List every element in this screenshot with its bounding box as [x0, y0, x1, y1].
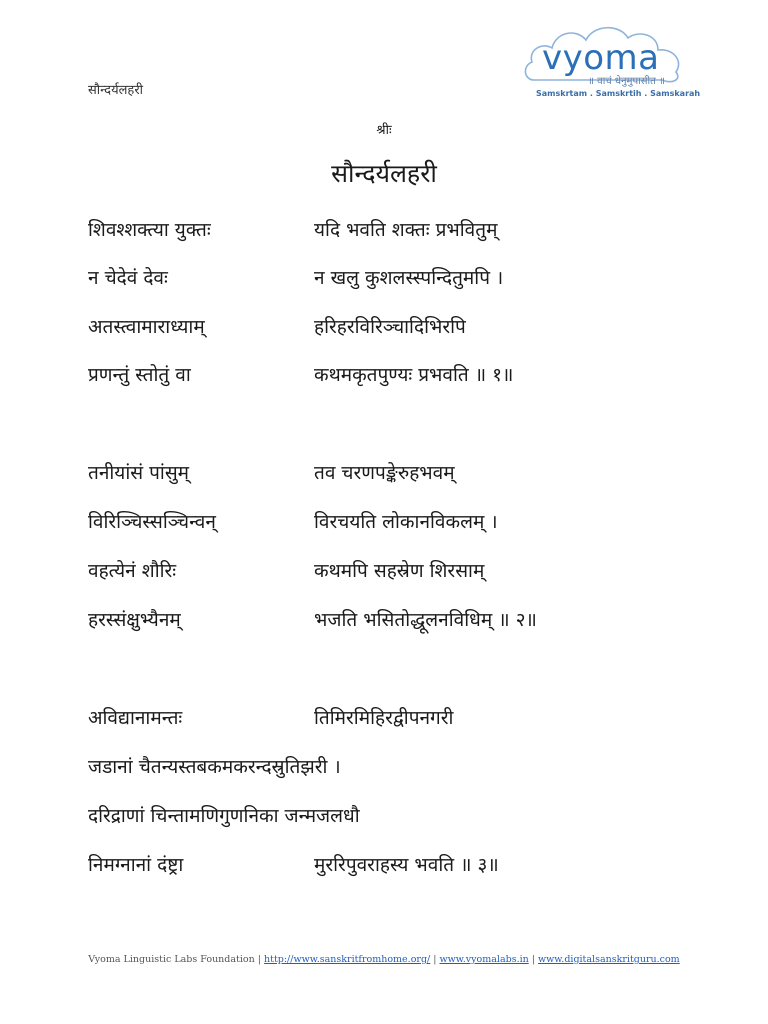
verse-line-first-half: शिवश्शक्त्या युक्तः — [88, 219, 211, 241]
footer-link-sanskritfromhome[interactable]: http://www.sanskritfromhome.org/ — [264, 954, 431, 965]
footer-link-digitalsanskritguru[interactable]: www.digitalsanskritguru.com — [538, 954, 680, 965]
verse-line-second-half: न खलु कुशलस्स्पन्दितुमपि । — [314, 267, 504, 289]
verse-3-line-4 — [88, 851, 708, 885]
page-title: सौन्दर्यलहरी — [331, 159, 437, 188]
vyoma-logo[interactable] — [520, 16, 701, 106]
verse-line-first-half: न चेदेवं देवः — [88, 267, 168, 289]
verse-1-line-1 — [88, 216, 708, 250]
verse-line-second-half: कथमकृतपुण्यः प्रभवति ॥ १॥ — [314, 364, 514, 386]
verse-line-first-half: निमग्नानां दंष्ट्रा — [88, 854, 184, 876]
verse-line-first-half: तनीयांसं पांसुम् — [88, 462, 190, 484]
verse-3-line-2 — [88, 753, 708, 787]
logo-tagline: ॥ वाचं धेनुमुपासीत ॥ — [588, 76, 666, 87]
verse-1-line-2 — [88, 264, 708, 298]
verse-line-second-half: विरचयति लोकानविकलम् । — [314, 511, 498, 533]
verse-line-first-half: वहत्येनं शौरिः — [88, 560, 177, 582]
verse-2-line-1 — [88, 459, 708, 493]
footer-separator: | — [433, 954, 437, 965]
verse-3-line-3 — [88, 802, 708, 836]
verse-line-first-half: विरिञ्चिस्सञ्चिन्वन् — [88, 511, 216, 533]
logo-wordmark: vyoma — [542, 38, 660, 78]
verse-line-full: जडानां चैतन्यस्तबकमकरन्दस्रुतिझरी । — [88, 756, 341, 778]
footer — [0, 954, 768, 965]
verse-2-line-4 — [88, 606, 708, 640]
verse-line-second-half: कथमपि सहस्रेण शिरसाम् — [314, 560, 485, 582]
footer-org: Vyoma Linguistic Labs Foundation — [88, 954, 255, 965]
logo-subline: Samskrtam . Samskrtih . Samskarah — [536, 89, 701, 98]
invocation: श्रीः — [376, 123, 392, 138]
verse-line-first-half: अविद्यानामन्तः — [88, 707, 183, 729]
verse-line-second-half: भजति भसितोद्धूलनविधिम् ॥ २॥ — [314, 609, 537, 631]
verse-line-first-half: हरस्संक्षुभ्यैनम् — [88, 609, 181, 631]
footer-separator: | — [531, 954, 535, 965]
verse-3-line-1 — [88, 704, 708, 738]
verse-line-second-half: तिमिरमिहिरद्वीपनगरी — [314, 707, 454, 729]
verse-1-line-3 — [88, 313, 708, 347]
footer-separator: | — [257, 954, 261, 965]
verse-2-line-2 — [88, 508, 708, 542]
footer-link-vyomalabs[interactable]: www.vyomalabs.in — [439, 954, 529, 965]
verse-line-full: दरिद्राणां चिन्तामणिगुणनिका जन्मजलधौ — [88, 805, 360, 827]
verse-line-second-half: मुररिपुवराहस्य भवति ॥ ३॥ — [314, 854, 499, 876]
verse-line-first-half: अतस्त्वामाराध्याम् — [88, 316, 205, 338]
verse-1-line-4 — [88, 361, 708, 395]
verse-line-second-half: तव चरणपङ्केरुहभवम् — [314, 462, 455, 484]
verse-line-second-half: हरिहरविरिञ्चादिभिरपि — [314, 316, 466, 338]
running-title: सौन्दर्यलहरी — [88, 83, 144, 98]
verse-line-first-half: प्रणन्तुं स्तोतुं वा — [88, 364, 191, 386]
verse-2-line-3 — [88, 557, 708, 591]
verse-line-second-half: यदि भवति शक्तः प्रभवितुम् — [314, 219, 498, 241]
